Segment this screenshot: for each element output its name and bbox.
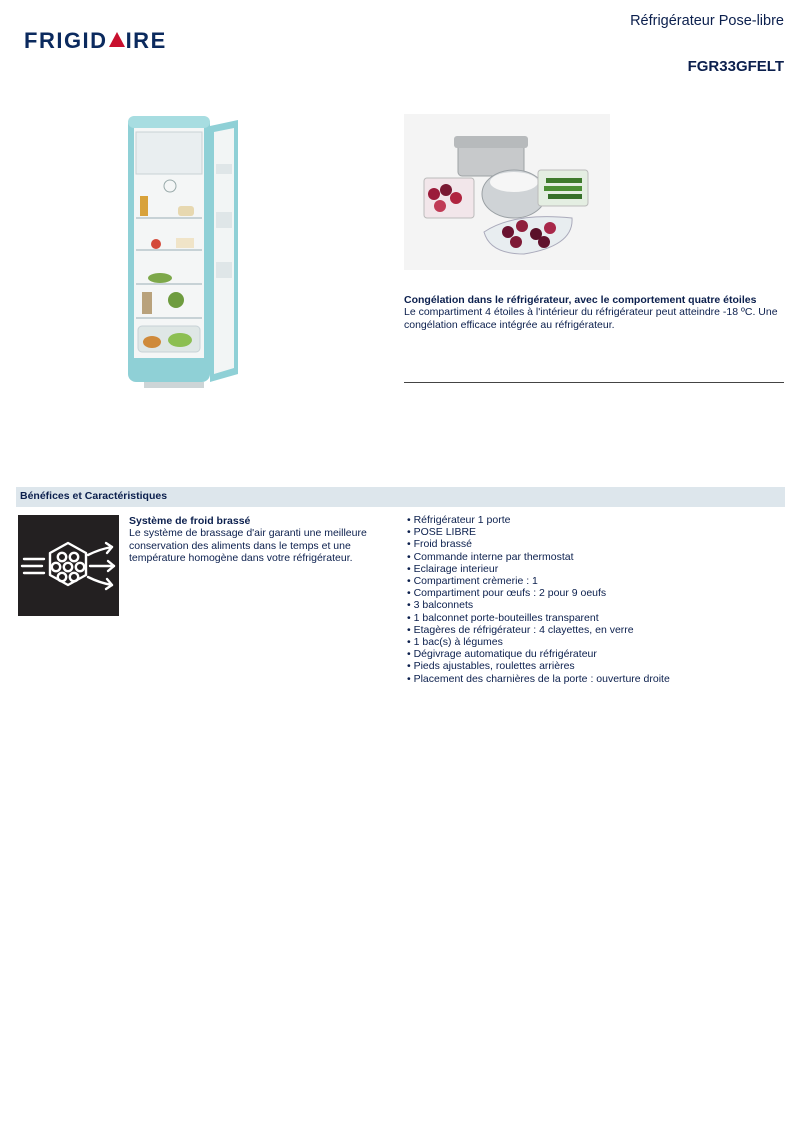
- benefit-text: Le système de brassage d'air garanti une meilleure conservation des aliments dans le temps et une température homogène dans votre réfrigérateur.: [129, 527, 367, 565]
- spec-item: • Dégivrage automatique du réfrigérateur: [407, 648, 670, 660]
- logo-triangle-icon: [109, 32, 125, 47]
- spec-item: • Compartiment pour œufs : 2 pour 9 oeufs: [407, 587, 670, 599]
- feature-title: Congélation dans le réfrigérateur, avec le comportement quatre étoiles: [404, 294, 757, 306]
- spec-item: • Etagères de réfrigérateur : 4 clayettes, en verre: [407, 624, 670, 636]
- spec-item: • POSE LIBRE: [407, 526, 670, 538]
- benefit-title: Système de froid brassé: [129, 515, 251, 527]
- spec-item: • Placement des charnières de la porte : ouverture droite: [407, 673, 670, 685]
- divider-line: [404, 382, 784, 383]
- benefit-description: [129, 515, 384, 565]
- spec-item: • Compartiment crèmerie : 1: [407, 575, 670, 587]
- spec-item: • 1 bac(s) à légumes: [407, 636, 670, 648]
- spec-item: • 3 balconnets: [407, 599, 670, 611]
- spec-item: • Réfrigérateur 1 porte: [407, 514, 670, 526]
- spec-item: • Commande interne par thermostat: [407, 551, 670, 563]
- air-flow-icon: [18, 515, 119, 616]
- brand-logo: [24, 28, 167, 54]
- spec-item: • Froid brassé: [407, 538, 670, 550]
- document-type: Réfrigérateur Pose-libre: [630, 13, 784, 29]
- spec-item: • 1 balconnet porte-bouteilles transparent: [407, 612, 670, 624]
- brand-name-left: FRIGID: [24, 28, 108, 53]
- brand-name-right: IRE: [125, 28, 167, 53]
- model-number: FGR33GFELT: [687, 58, 784, 75]
- section-header: [16, 487, 785, 507]
- feature-text: Le compartiment 4 étoiles à l'intérieur du réfrigérateur peut atteindre -18 ºC. Une congélation efficace intégrée au réfrigérateur.: [404, 306, 778, 331]
- spec-item: • Eclairage interieur: [407, 563, 670, 575]
- frozen-food-image: [404, 114, 610, 270]
- fridge-product-image: [120, 112, 260, 392]
- specifications-list: [407, 514, 670, 685]
- spec-item: • Pieds ajustables, roulettes arrières: [407, 660, 670, 672]
- feature-description: [404, 294, 788, 331]
- section-title: Bénéfices et Caractéristiques: [20, 490, 168, 502]
